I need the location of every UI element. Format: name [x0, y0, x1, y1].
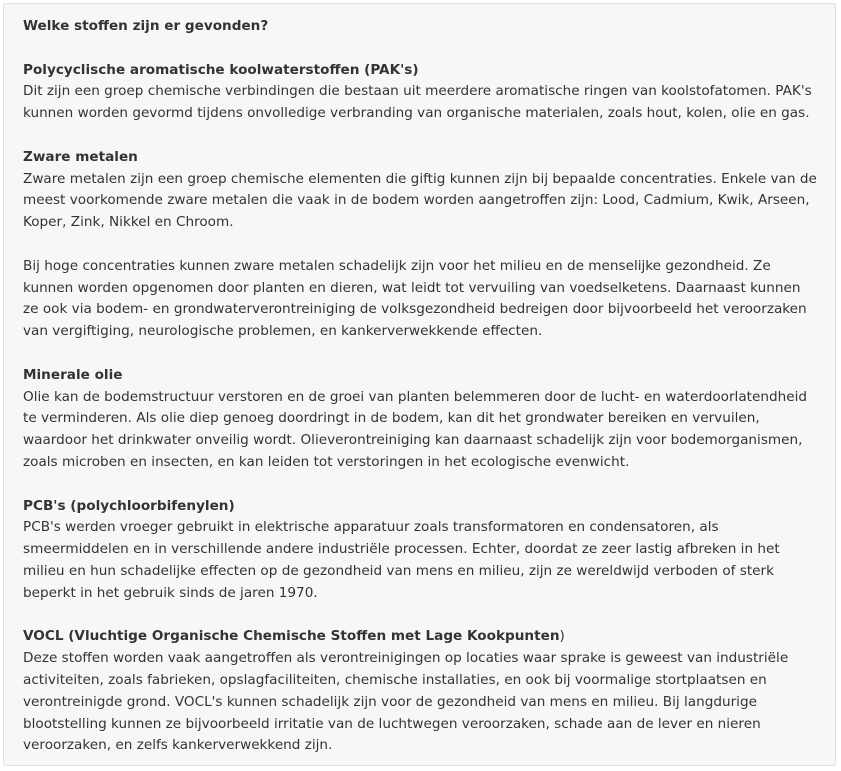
section-title: [23, 147, 819, 169]
section-paragraph: Bij hoge concentraties kunnen zware metalen schadelijk zijn voor het milieu en de menselijke gezondheid. Ze kunnen worden opgenomen door planten en dieren, wat leidt tot vervuiling van voedselketens. Daarnaast kunnen ze ook via bodem- en grondwaterverontreiniging de volksgezondheid bedreigen door bijvoorbeeld het veroorzaken van vergiftiging, neurologische problemen, en kankerverwekkende effecten.: [23, 257, 807, 340]
section-zware-metalen: [23, 147, 819, 343]
section-paragraph: Deze stoffen worden vaak aangetroffen als verontreinigingen op locaties waar sprake is geweest van industriële activiteiten, zoals fabrieken, opslagfaciliteiten, chemische installaties, en ook bij voormalige stortplaatsen en verontreinigde grond. VOCL's kunnen schadelijk zijn voor de gezondheid van mens en milieu. Bij langdurige blootstelling kunnen ze bijvoorbeeld irritatie van de luchtwegen veroorzaken, schade aan de lever en nieren veroorzaken, en zelfs kankerverwekkend zijn.: [23, 650, 789, 754]
section-vocl: [23, 626, 819, 757]
section-paragraph: Olie kan de bodemstructuur verstoren en de groei van planten belemmeren door de lucht- en waterdoorlatendheid te verminderen. Als olie diep genoeg doordringt in de bodem, kan dit het grondwater bereiken en vervuilen, waardoor het drinkwater onveilig wordt. Olieverontreiniging kan daarnaast schadelijk zijn voor bodemorganismen, zoals microben en insecten, en kan leiden tot verstoringen in het ecologische evenwicht.: [23, 388, 807, 470]
section-title-text: PCB's (polychloorbifenylen): [23, 497, 235, 514]
section-paragraph: Zware metalen zijn een groep chemische elementen die giftig kunnen zijn bij bepaalde concentraties. Enkele van de meest voorkomende zware metalen die vaak in de bodem worden aangetroffen zijn: Lood, Cadmium, Kwik, Arseen, Koper, Zink, Nikkel en Chroom.: [23, 170, 817, 231]
section-title-text: VOCL (Vluchtige Organische Chemische Stoffen met Lage Kookpunten: [23, 628, 560, 645]
section-title-text: Minerale olie: [23, 366, 123, 383]
section-title: [23, 365, 819, 387]
section-title: [23, 60, 819, 82]
section-paragraph: PCB's werden vroeger gebruikt in elektrische apparatuur zoals transformatoren en condensatoren, als smeermiddelen en in verschillende andere industriële processen. Echter, doordat ze zeer lastig afbreken in het milieu en hun schadelijke effecten op de gezondheid van mens en milieu, zijn ze wereldwijd verboden of sterk beperkt in het gebruik sinds de jaren 1970.: [23, 519, 780, 601]
section-paragraph: Dit zijn een groep chemische verbindingen die bestaan uit meerdere aromatische ringen van koolstofatomen. PAK's kunnen worden gevormd tijdens onvolledige verbranding van organische materialen, zoals hout, kolen, olie en gas.: [23, 83, 812, 122]
page-heading: Welke stoffen zijn er gevonden?: [23, 18, 269, 34]
section-title-suffix: ): [559, 628, 565, 645]
section-title-text: Polycyclische aromatische koolwaterstoffen (PAK's): [23, 61, 419, 78]
section-pak: [23, 60, 819, 125]
section-pcb: [23, 496, 819, 605]
section-title: [23, 496, 819, 518]
section-title-text: Zware metalen: [23, 148, 138, 165]
section-title: [23, 626, 819, 648]
section-minerale-olie: [23, 365, 819, 474]
content-card: [3, 3, 836, 766]
